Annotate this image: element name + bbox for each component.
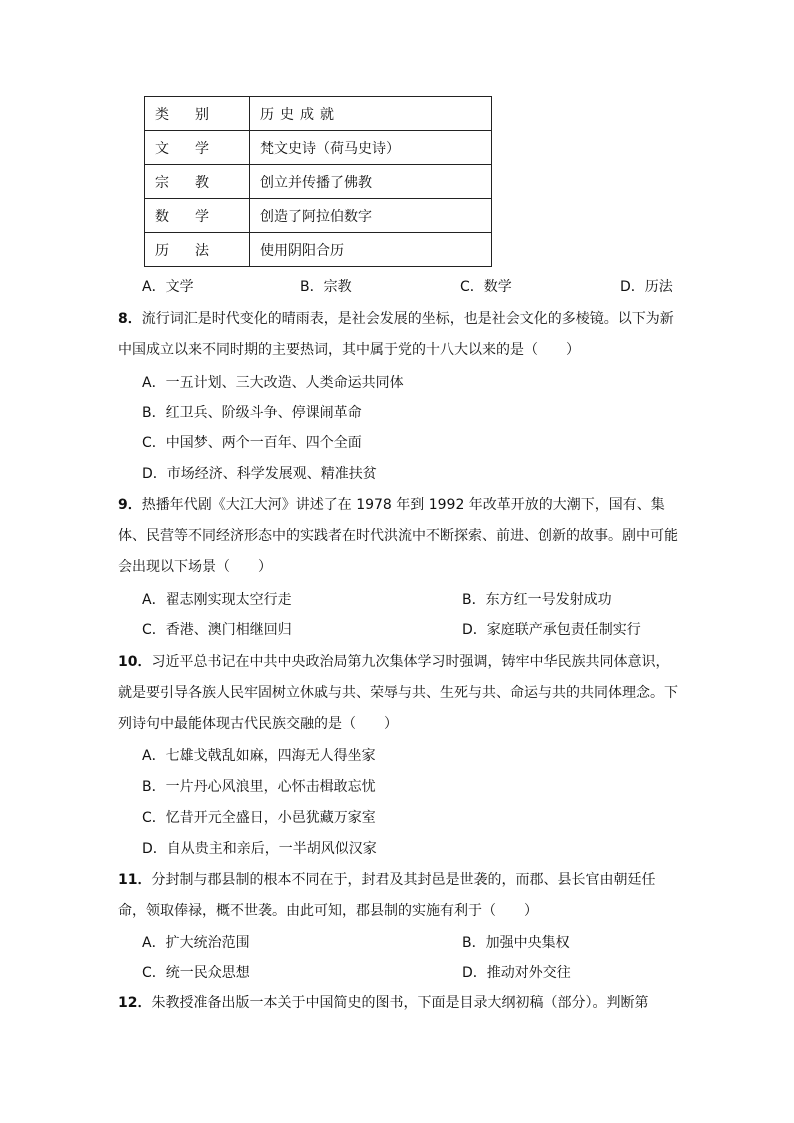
- q9-stem: [118, 490, 678, 583]
- q7-option-c[interactable]: C．数学: [460, 279, 512, 295]
- table-header-category: 类别: [145, 97, 250, 131]
- table-cell: 宗教: [145, 165, 250, 199]
- table-cell: 创立并传播了佛教: [250, 165, 492, 199]
- q7-option-a[interactable]: A．文学: [142, 279, 194, 295]
- q8-stem: [118, 304, 678, 366]
- q10-option-c[interactable]: C．忆昔开元全盛日，小邑犹藏万家室: [142, 810, 376, 826]
- q8-option-b[interactable]: B．红卫兵、阶级斗争、停课闹革命: [142, 405, 362, 421]
- table-row: [145, 233, 492, 267]
- table-header-achievement: 历史成就: [250, 97, 492, 131]
- table-header-row: [145, 97, 492, 131]
- q11-option-b[interactable]: B．加强中央集权: [462, 935, 570, 951]
- q10-text: 习近平总书记在中共中央政治局第九次集体学习时强调，铸牢中华民族共同体意识，就是要引导各族人民牢固树立休戚与共、荣辱与共、生死与共、命运与共的共同体理念。下列诗句中最能体现古代民族交融的是（ ）: [118, 654, 678, 732]
- table-cell: 创造了阿拉伯数字: [250, 199, 492, 233]
- q10-option-d[interactable]: D．自从贵主和亲后，一半胡风似汉家: [142, 841, 377, 857]
- table-row: [145, 165, 492, 199]
- q8-option-a[interactable]: A．一五计划、三大改造、人类命运共同体: [142, 375, 404, 391]
- q12-text: 朱教授准备出版一本关于中国简史的图书，下面是目录大纲初稿（部分）。判断第: [151, 995, 649, 1011]
- q11-text: 分封制与郡县制的根本不同在于，封君及其封邑是世袭的，而郡、县长官由朝廷任命，领取俸禄，概不世袭。由此可知，郡县制的实施有利于（ ）: [118, 872, 656, 919]
- q10-number: 10．: [118, 654, 152, 670]
- q8-option-c[interactable]: C．中国梦、两个一百年、四个全面: [142, 435, 362, 451]
- table-cell: 数学: [145, 199, 250, 233]
- history-achievements-table: [144, 96, 492, 267]
- q11-option-c[interactable]: C．统一民众思想: [142, 965, 250, 981]
- q8-number: 8．: [118, 311, 142, 327]
- q7-option-b[interactable]: B．宗教: [300, 279, 352, 295]
- table-cell: 文学: [145, 131, 250, 165]
- q11-option-d[interactable]: D．推动对外交往: [462, 965, 571, 981]
- table-cell: 梵文史诗（荷马史诗）: [250, 131, 492, 165]
- q9-option-c[interactable]: C．香港、澳门相继回归: [142, 622, 292, 638]
- q11-option-a[interactable]: A．扩大统治范围: [142, 935, 250, 951]
- q11-stem: [118, 865, 678, 927]
- q10-stem: [118, 647, 678, 740]
- q12-number: 12．: [118, 995, 152, 1011]
- table-cell: 使用阴阳合历: [250, 233, 492, 267]
- q12-stem: [118, 988, 678, 1019]
- q8-text: 流行词汇是时代变化的晴雨表，是社会发展的坐标，也是社会文化的多棱镜。以下为新中国成立以来不同时期的主要热词，其中属于党的十八大以来的是（ ）: [118, 311, 674, 358]
- q9-option-a[interactable]: A．翟志刚实现太空行走: [142, 592, 292, 608]
- q10-option-b[interactable]: B．一片丹心风浪里，心怀击楫敢忘忧: [142, 779, 376, 795]
- q10-option-a[interactable]: A．七雄戈戟乱如麻，四海无人得坐家: [142, 748, 376, 764]
- table-row: [145, 199, 492, 233]
- q9-option-d[interactable]: D．家庭联产承包责任制实行: [462, 622, 641, 638]
- q11-number: 11．: [118, 872, 152, 888]
- q7-option-d[interactable]: D．历法: [620, 279, 673, 295]
- table-row: [145, 131, 492, 165]
- q8-option-d[interactable]: D．市场经济、科学发展观、精准扶贫: [142, 466, 377, 482]
- q9-text: 热播年代剧《大江大河》讲述了在 1978 年到 1992 年改革开放的大潮下，国有、集体、民营等不同经济形态中的实践者在时代洪流中不断探索、前进、创新的故事。剧中可能会出现以下场景（ ）: [118, 497, 678, 575]
- q9-option-b[interactable]: B．东方红一号发射成功: [462, 592, 612, 608]
- q9-number: 9．: [118, 497, 142, 513]
- table-cell: 历法: [145, 233, 250, 267]
